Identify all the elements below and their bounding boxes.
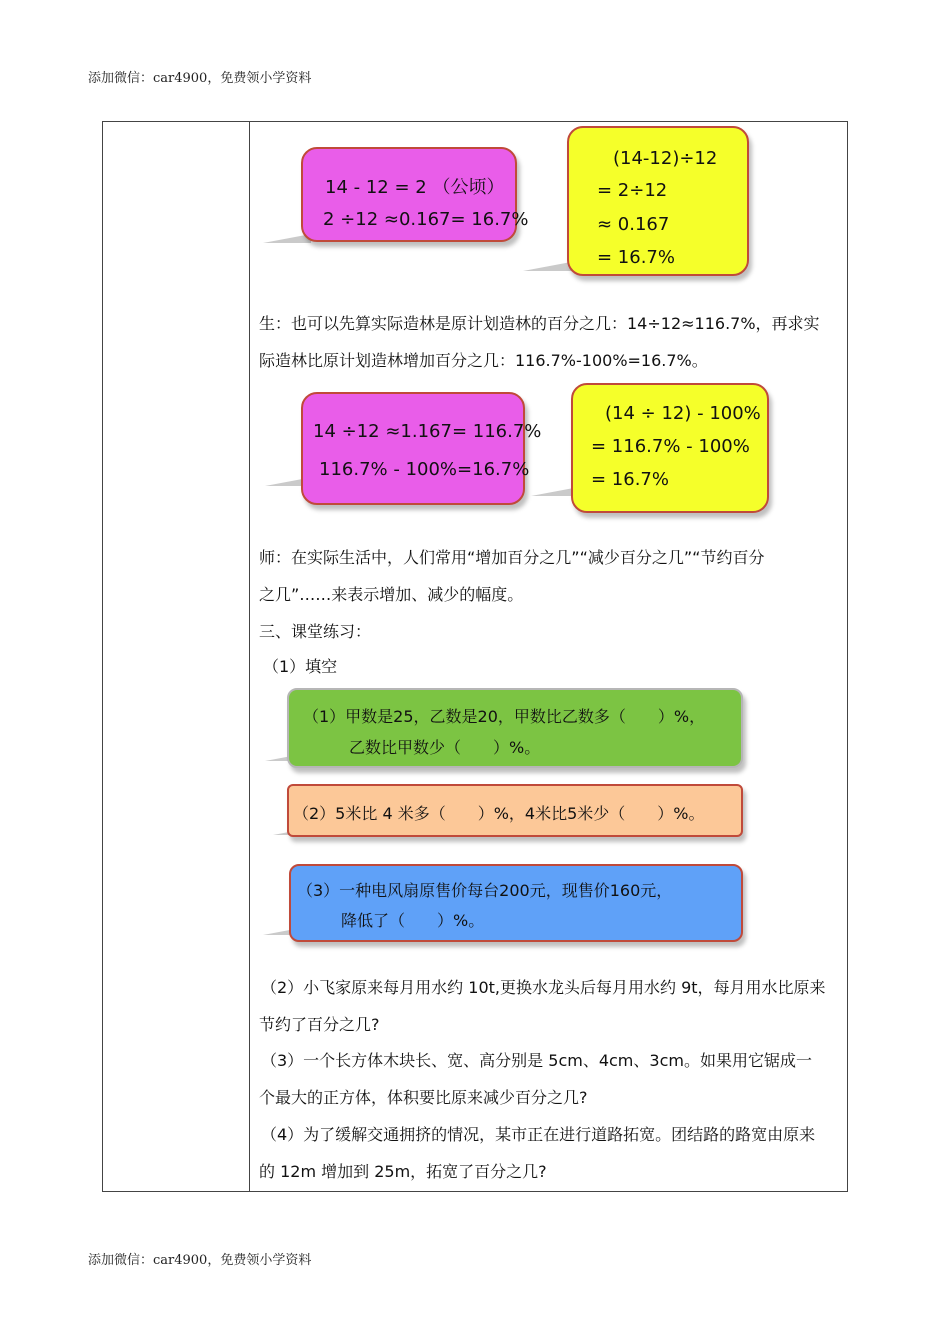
exercise-4-line: 的 12m 增加到 25m，拓宽了百分之几? (259, 1162, 547, 1181)
teacher-paragraph-line: 之几”……来表示增加、减少的幅度。 (259, 585, 524, 604)
lesson-content-cell (103, 122, 847, 1191)
fill-line: 降低了（ ）%。 (341, 911, 485, 930)
calc-line: 14 ÷12 ≈1.167= 116.7% (313, 421, 542, 442)
calc-line: (14-12)÷12 (613, 148, 718, 169)
calc-box-yellow-2 (571, 383, 769, 513)
calc-line: 2 ÷12 ≈0.167= 16.7% (323, 209, 529, 230)
box-shadow (523, 262, 571, 271)
header-note: 添加微信：car4900，免费领小学资料 (88, 71, 312, 86)
exercise-3-line: （3）一个长方体木块长、宽、高分别是 5cm、4cm、3cm。如果用它锯成一 (261, 1051, 812, 1070)
exercise-2-line: 节约了百分之几? (259, 1015, 380, 1034)
section-title: 三、课堂练习： (259, 622, 372, 641)
fill-line: 乙数比甲数少（ ）%。 (349, 738, 541, 757)
student-paragraph-line: 生：也可以先算实际造林是原计划造林的百分之几：14÷12≈116.7%，再求实 (259, 314, 820, 333)
calc-box-yellow-1 (567, 126, 749, 276)
fill-box-blue (289, 864, 743, 942)
calc-line: ≈ 0.167 (597, 214, 670, 235)
student-paragraph-line: 际造林比原计划造林增加百分之几：116.7%-100%=16.7%。 (259, 351, 708, 370)
fill-box-peach (287, 784, 743, 837)
calc-line: 116.7% - 100%=16.7% (319, 459, 530, 480)
exercise-2-line: （2）小飞家原来每月用水约 10t,更换水龙头后每月用水约 9t，每月用水比原来 (261, 978, 826, 997)
lesson-table (102, 121, 848, 1192)
fill-line: （2）5米比 4 米多（ ）%，4米比5米少（ ）%。 (293, 804, 705, 823)
exercise-1-title: （1）填空 (263, 657, 338, 676)
exercise-3-line: 个最大的正方体，体积要比原来减少百分之几? (259, 1088, 588, 1107)
calc-box-pink-2 (301, 392, 542, 505)
calc-line: = 116.7% - 100% (591, 436, 750, 457)
fill-line: （3）一种电风扇原售价每台200元，现售价160元， (297, 881, 673, 900)
teacher-paragraph-line: 师：在实际生活中，人们常用“增加百分之几”“减少百分之几”“节约百分 (259, 548, 765, 567)
exercise-4-line: （4）为了缓解交通拥挤的情况，某市正在进行道路拓宽。团结路的路宽由原来 (261, 1125, 816, 1144)
calc-line: 14 - 12 = 2 （公顷） (325, 177, 505, 198)
calc-box-pink-1 (301, 147, 529, 242)
fill-box-green (287, 688, 743, 768)
calc-line: = 16.7% (597, 247, 675, 268)
footer-note: 添加微信：car4900，免费领小学资料 (88, 1253, 312, 1268)
calc-line: = 2÷12 (597, 180, 668, 201)
calc-line: (14 ÷ 12) - 100% (605, 403, 761, 424)
fill-line: （1）甲数是25，乙数是20，甲数比乙数多（ ）%， (303, 707, 706, 726)
calc-line: = 16.7% (591, 469, 669, 490)
